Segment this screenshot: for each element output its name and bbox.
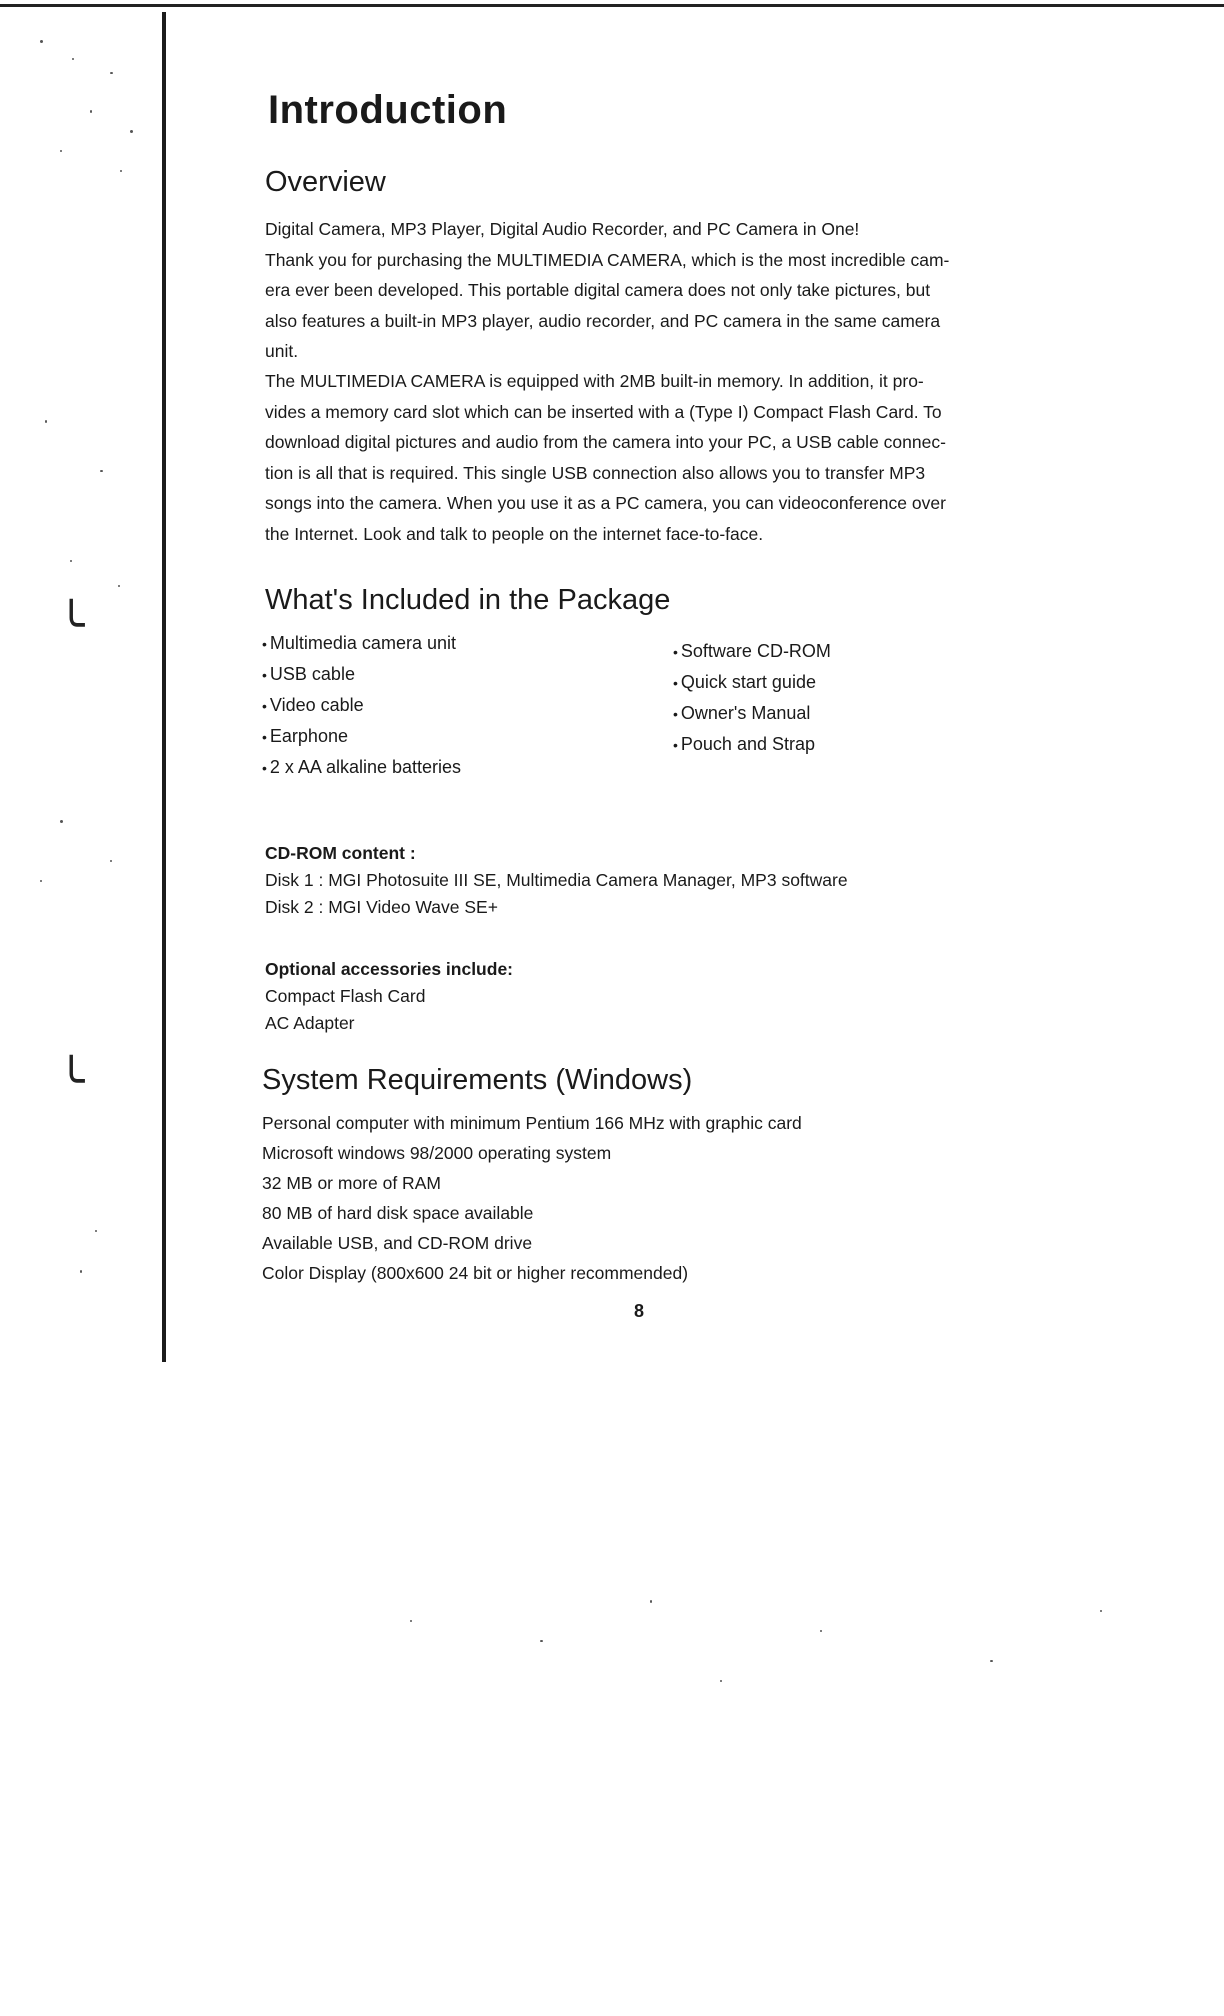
list-item: • Multimedia camera unit — [262, 628, 602, 659]
system-heading: System Requirements (Windows) — [262, 1064, 693, 1096]
text-line: tion is all that is required. This single USB connection also allows you to transfer MP3 — [265, 462, 926, 483]
package-list-right — [673, 636, 1013, 760]
text-line: Disk 1 : MGI Photosuite III SE, Multimedia Camera Manager, MP3 software — [265, 870, 848, 890]
list-item: • Pouch and Strap — [673, 729, 1013, 760]
hole-punch-mark: ╰ — [58, 1056, 85, 1107]
system-section — [262, 1064, 1042, 1097]
text-line: the Internet. Look and talk to people on the internet face-to-face. — [265, 523, 764, 544]
text-line: unit. — [265, 341, 299, 361]
overview-paragraph-1 — [265, 214, 1045, 367]
cdrom-section — [265, 840, 1045, 921]
cdrom-label: CD-ROM content : — [265, 843, 416, 863]
page-number: 8 — [634, 1301, 645, 1321]
binding-edge — [162, 12, 166, 1362]
text-line: era ever been developed. This portable digital camera does not only take pictures, but — [265, 280, 931, 300]
accessories-section — [265, 956, 1045, 1037]
overview-section — [265, 166, 1045, 199]
text-line: Personal computer with minimum Pentium 166 MHz with graphic card — [262, 1113, 802, 1133]
text-line: Available USB, and CD-ROM drive — [262, 1233, 533, 1253]
system-list — [262, 1108, 1042, 1288]
text-line: songs into the camera. When you use it as a PC camera, you can videoconference over — [265, 493, 946, 513]
text-line: download digital pictures and audio from the camera into your PC, a USB cable connec- — [265, 432, 946, 452]
text-line: The MULTIMEDIA CAMERA is equipped with 2MB built-in memory. In addition, it pro- — [265, 371, 924, 391]
text-line: Thank you for purchasing the MULTIMEDIA CAMERA, which is the most incredible cam- — [265, 249, 950, 270]
package-list-left — [262, 628, 602, 783]
top-rule — [0, 4, 1224, 7]
text-line: Compact Flash Card — [265, 986, 426, 1006]
list-item: • Quick start guide — [673, 667, 1013, 698]
text-line: AC Adapter — [265, 1013, 355, 1033]
text-line: 32 MB or more of RAM — [262, 1173, 441, 1193]
text-line: Disk 2 : MGI Video Wave SE+ — [265, 897, 498, 917]
text-line: Digital Camera, MP3 Player, Digital Audio Recorder, and PC Camera in One! — [265, 219, 860, 239]
list-item: • 2 x AA alkaline batteries — [262, 752, 602, 783]
text-line: Color Display (800x600 24 bit or higher recommended) — [262, 1263, 689, 1283]
text-line: 80 MB of hard disk space available — [262, 1203, 534, 1223]
text-line: vides a memory card slot which can be inserted with a (Type I) Compact Flash Card. To — [265, 401, 942, 422]
page-title: Introduction — [268, 88, 508, 132]
overview-heading: Overview — [265, 166, 386, 198]
list-item: • Software CD-ROM — [673, 636, 1013, 667]
hole-punch-mark: ╰ — [58, 600, 85, 651]
list-item: • Video cable — [262, 690, 602, 721]
list-item: • USB cable — [262, 659, 602, 690]
package-section — [265, 584, 1045, 617]
accessories-label: Optional accessories include: — [265, 959, 513, 979]
list-item: • Owner's Manual — [673, 698, 1013, 729]
list-item: • Earphone — [262, 721, 602, 752]
text-line: also features a built-in MP3 player, audio recorder, and PC camera in the same camera — [265, 310, 941, 331]
text-line: Microsoft windows 98/2000 operating system — [262, 1143, 612, 1163]
overview-paragraph-2 — [265, 366, 1045, 549]
package-heading: What's Included in the Package — [265, 584, 671, 616]
